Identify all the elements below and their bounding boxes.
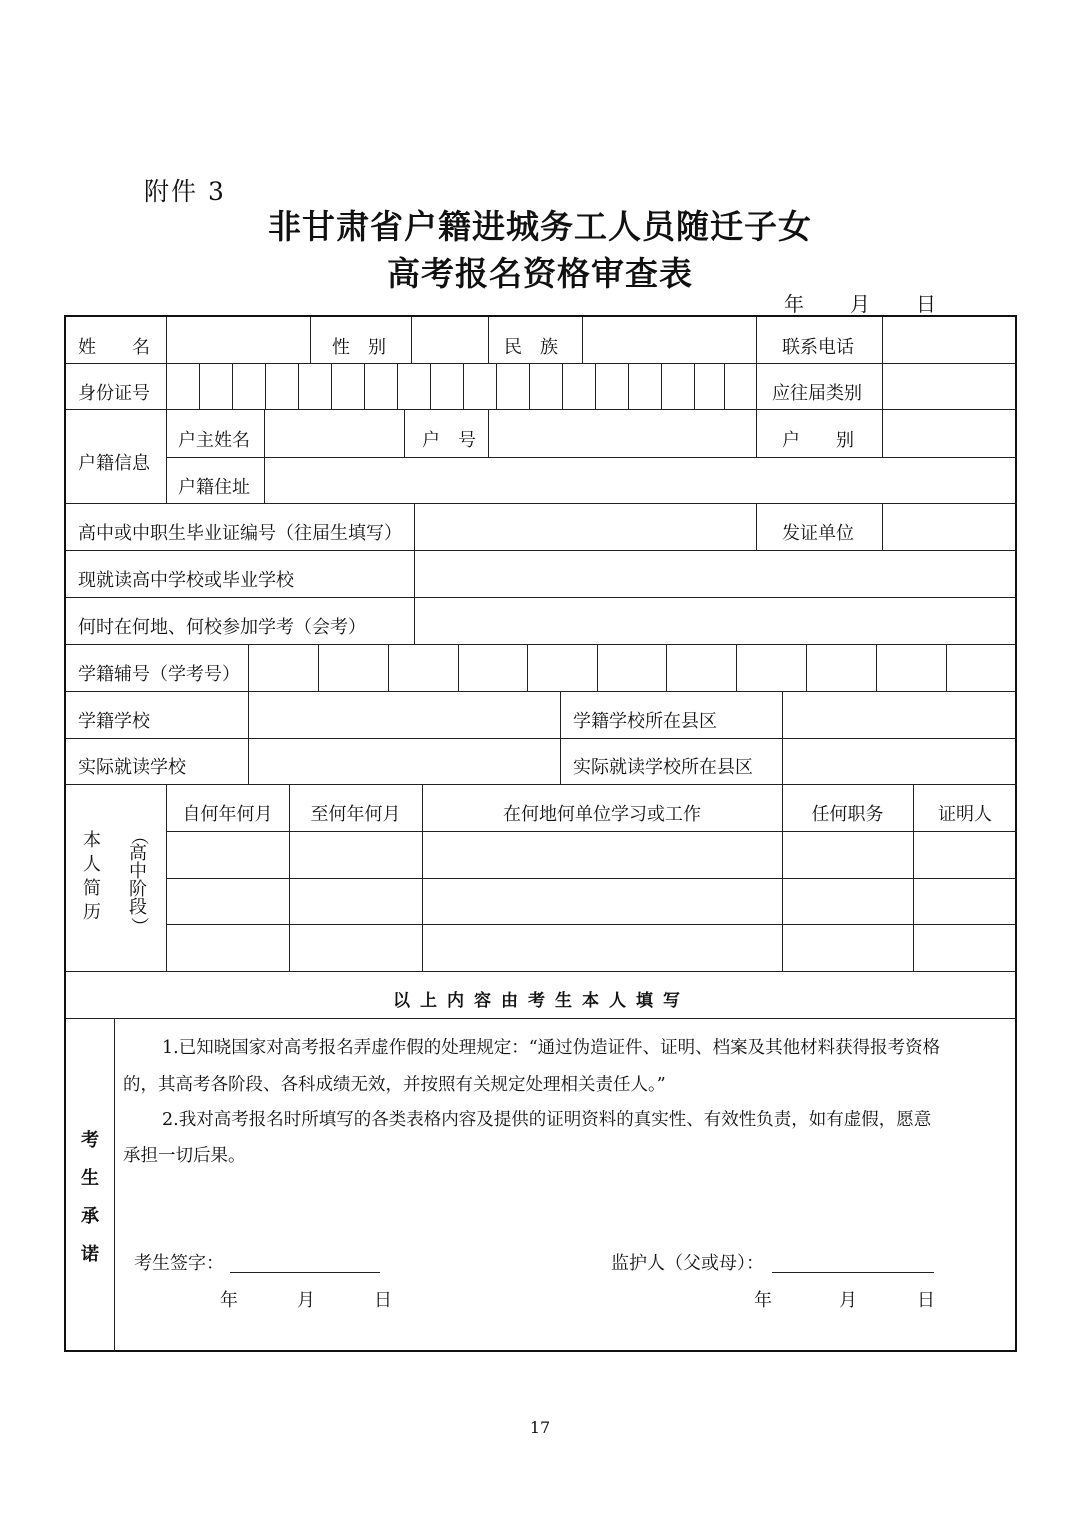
- pledge-label: 考 生 承 诺: [81, 1130, 99, 1265]
- label-exam-when-where: 何时在何地、何校参加学考（会考）: [78, 617, 366, 638]
- label-issuing-unit: 发证单位: [782, 523, 854, 544]
- form-title-line2: 高考报名资格审查表: [387, 254, 693, 293]
- student-id-input[interactable]: [249, 645, 1015, 690]
- current-school-input[interactable]: [415, 551, 1015, 596]
- header-date-year: 年: [784, 292, 804, 316]
- self-fill-note: 以上内容由考生本人填写: [393, 991, 690, 1011]
- issuing-unit-input[interactable]: [883, 504, 1015, 549]
- householder-name-input[interactable]: [265, 410, 403, 456]
- household-address-input[interactable]: [265, 458, 1015, 502]
- row-divider: [66, 1018, 1017, 1019]
- label-household-type: 户 别: [782, 430, 854, 451]
- resume-header-to: 至何年何月: [310, 804, 401, 825]
- label-household-address: 户籍住址: [178, 477, 250, 498]
- attachment-label: 附件 3: [144, 177, 226, 206]
- id-number-input[interactable]: [167, 364, 755, 408]
- form-title-line1: 非甘肃省户籍进城务工人员随迁子女: [268, 207, 812, 246]
- student-date-year: 年: [220, 1290, 238, 1311]
- header-date-day: 日: [916, 292, 936, 316]
- label-household-number: 户 号: [422, 430, 476, 451]
- label-registered-school-county: 学籍学校所在县区: [573, 711, 717, 732]
- label-diploma-number: 高中或中职生毕业证编号（往届生填写）: [78, 523, 402, 544]
- resume-sublabel: （ 高 中 阶 段 ）: [128, 827, 149, 935]
- qualification-form: [64, 315, 1017, 1352]
- phone-input[interactable]: [883, 318, 1015, 362]
- label-actual-school: 实际就读学校: [78, 757, 186, 778]
- page-number: 17: [529, 1418, 551, 1437]
- label-registered-school: 学籍学校: [78, 711, 150, 732]
- actual-school-input[interactable]: [249, 739, 559, 783]
- student-date-month: 月: [297, 1290, 315, 1311]
- student-signature-field[interactable]: [230, 1272, 380, 1273]
- guardian-signature-field[interactable]: [772, 1272, 934, 1273]
- label-household-info: 户籍信息: [78, 453, 150, 474]
- label-name: 姓 名: [78, 337, 150, 358]
- guardian-date-year: 年: [754, 1290, 772, 1311]
- label-gender: 性 别: [332, 337, 386, 358]
- registered-school-county-input[interactable]: [783, 692, 1015, 737]
- guardian-signature-label: 监护人（父或母）：: [611, 1253, 764, 1274]
- pledge-clause-2-cont: 承担一切后果。: [123, 1146, 246, 1166]
- household-type-input[interactable]: [883, 410, 1015, 456]
- label-actual-school-county: 实际就读学校所在县区: [573, 757, 753, 778]
- registered-school-input[interactable]: [249, 692, 559, 737]
- household-number-input[interactable]: [489, 410, 755, 456]
- label-current-school: 现就读高中学校或毕业学校: [78, 570, 294, 591]
- label-householder-name: 户主姓名: [178, 430, 250, 451]
- pledge-clause-1-cont: 的，其高考各阶段、各科成绩无效，并按照有关规定处理相关责任人。”: [123, 1075, 666, 1095]
- resume-header-position: 任何职务: [811, 804, 884, 825]
- resume-header-place: 在何地何单位学习或工作: [503, 804, 701, 825]
- guardian-date-month: 月: [839, 1290, 857, 1311]
- resume-header-from: 自何年何月: [182, 804, 273, 825]
- pledge-clause-2: 2.我对高考报名时所填写的各类表格内容及提供的证明资料的真实性、有效性负责，如有虚假，愿意: [162, 1110, 932, 1130]
- row-divider: [66, 971, 1017, 972]
- row-divider: [66, 784, 1017, 785]
- gender-input[interactable]: [412, 318, 487, 362]
- ethnicity-input[interactable]: [583, 318, 755, 362]
- graduate-category-input[interactable]: [883, 364, 1015, 408]
- student-signature-label: 考生签字：: [134, 1253, 224, 1274]
- diploma-number-input[interactable]: [415, 504, 755, 549]
- actual-school-county-input[interactable]: [783, 739, 1015, 783]
- label-graduate-category: 应往届类别: [772, 383, 862, 404]
- name-input[interactable]: [167, 318, 309, 362]
- resume-row[interactable]: [167, 879, 1017, 923]
- label-student-id: 学籍辅号（学考号）: [78, 664, 240, 685]
- guardian-date-day: 日: [917, 1290, 935, 1311]
- resume-row[interactable]: [167, 925, 1017, 970]
- resume-header-witness: 证明人: [938, 804, 992, 825]
- exam-when-where-input[interactable]: [415, 598, 1015, 643]
- header-date-month: 月: [850, 292, 870, 316]
- label-phone: 联系电话: [782, 337, 854, 358]
- resume-row[interactable]: [167, 832, 1017, 877]
- label-id-number: 身份证号: [78, 383, 150, 404]
- student-date-day: 日: [374, 1290, 392, 1311]
- pledge-clause-1: 1.已知晓国家对高考报名弄虚作假的处理规定：“通过伪造证件、证明、档案及其他材料获得报考资格: [162, 1038, 941, 1058]
- label-ethnicity: 民 族: [504, 337, 558, 358]
- resume-label: 本 人 简 历: [83, 830, 101, 923]
